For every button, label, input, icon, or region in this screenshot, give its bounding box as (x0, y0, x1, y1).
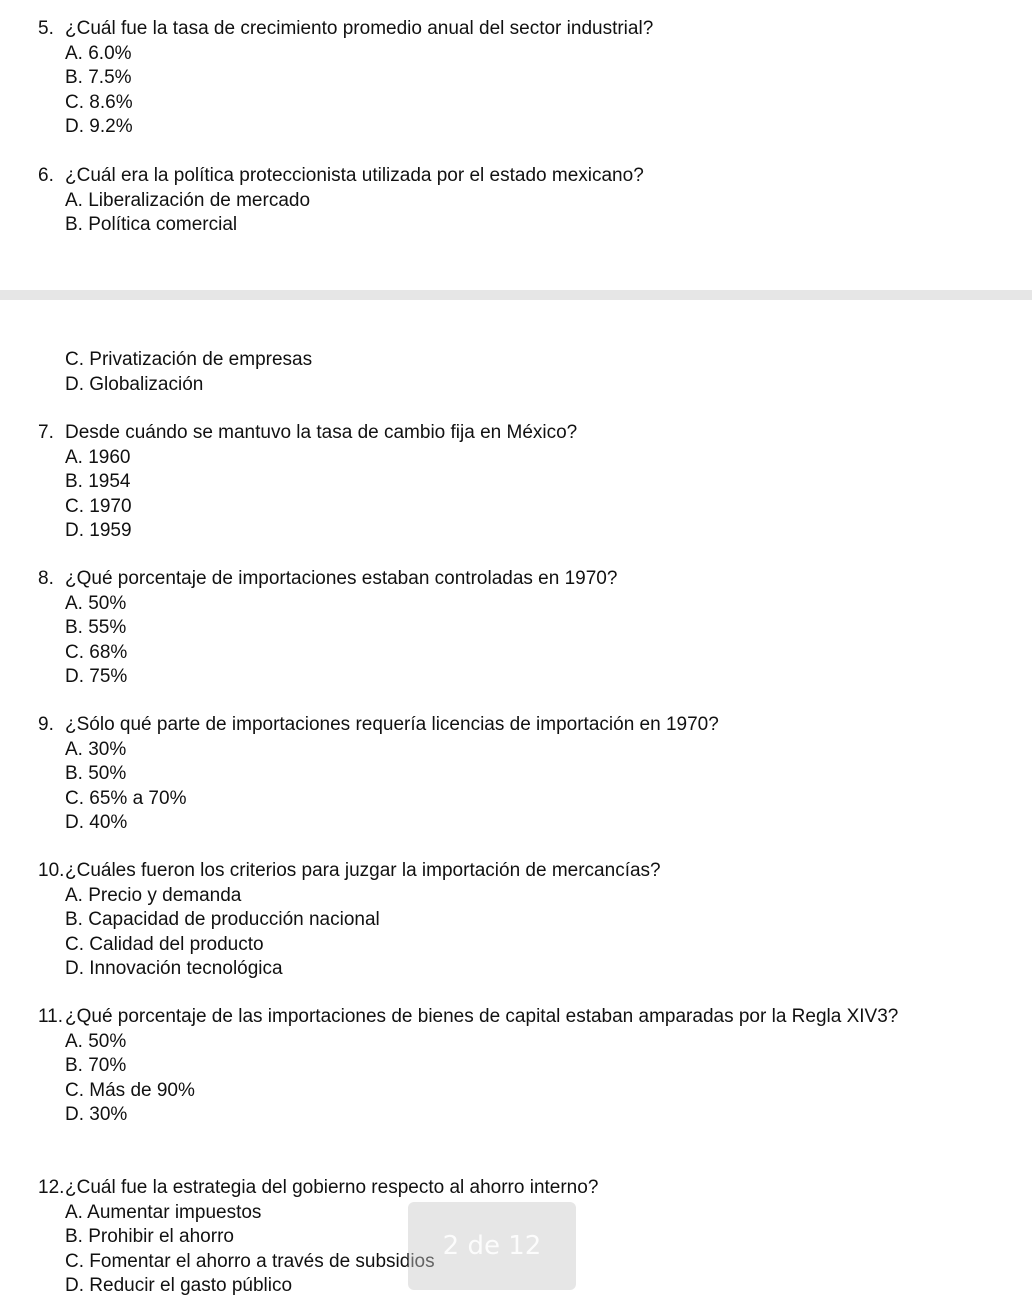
question-7 (38, 421, 968, 544)
answer-option: A. 6.0% (65, 42, 132, 64)
answer-option: A. Precio y demanda (65, 884, 242, 906)
question-text: ¿Cuál era la política proteccionista utilizada por el estado mexicano? (65, 165, 644, 186)
answer-option: D. 1959 (65, 520, 132, 541)
answer-option: A. 50% (65, 592, 127, 614)
answer-option: D. 75% (65, 666, 128, 687)
answer-option: C. Calidad del producto (65, 933, 264, 955)
answer-option: A. Liberalización de mercado (65, 189, 311, 211)
question-number: 9. (38, 714, 54, 735)
answer-option: B. Política comercial (65, 214, 238, 235)
question-text: Desde cuándo se mantuvo la tasa de cambio fija en México? (65, 422, 578, 443)
answer-option: D. 40% (65, 812, 128, 833)
question-8 (38, 567, 968, 690)
answer-option: A. 50% (65, 1030, 127, 1052)
answer-option: C. 1970 (65, 495, 132, 517)
question-text: ¿Cuál fue la estrategia del gobierno respecto al ahorro interno? (65, 1177, 599, 1198)
question-text: ¿Qué porcentaje de las importaciones de bienes de capital estaban amparadas por la Regla XIV3? (65, 1006, 899, 1027)
answer-option: D. Reducir el gasto público (65, 1275, 293, 1296)
answer-option: D. 9.2% (65, 116, 133, 137)
question-6 (38, 164, 968, 238)
question-text: ¿Qué porcentaje de importaciones estaban controladas en 1970? (65, 568, 618, 589)
question-number: 11. (38, 1006, 64, 1027)
answer-option: C. Fomentar el ahorro a través de subsidios (65, 1250, 435, 1272)
answer-option: D. Innovación tecnológica (65, 958, 283, 979)
answer-option: B. 70% (65, 1055, 127, 1076)
question-text: ¿Cuáles fueron los criterios para juzgar la importación de mercancías? (65, 860, 661, 881)
answer-option: B. 7.5% (65, 67, 132, 88)
page-divider (0, 290, 1032, 300)
question-number: 6. (38, 165, 54, 186)
answer-option: B. 50% (65, 763, 127, 784)
answer-option: C. 65% a 70% (65, 787, 187, 809)
question-9 (38, 713, 968, 836)
answer-option: D. Globalización (65, 373, 204, 395)
page-indicator-overlay: 2 de 12 (408, 1202, 576, 1290)
question-number: 5. (38, 18, 54, 39)
question-number: 10. (38, 860, 65, 881)
answer-option: C. 68% (65, 641, 128, 663)
question-5 (38, 17, 968, 140)
question-number: 8. (38, 568, 54, 589)
answer-option: B. Prohibir el ahorro (65, 1226, 234, 1247)
answer-option: A. 30% (65, 738, 127, 760)
answer-option: A. 1960 (65, 446, 131, 468)
answer-option: A. Aumentar impuestos (65, 1201, 262, 1223)
question-text: ¿Sólo qué parte de importaciones requería licencias de importación en 1970? (65, 714, 719, 735)
question-text: ¿Cuál fue la tasa de crecimiento promedio anual del sector industrial? (65, 18, 654, 39)
answer-option: B. Capacidad de producción nacional (65, 909, 380, 930)
answer-option: B. 1954 (65, 471, 131, 492)
answer-option: C. 8.6% (65, 91, 133, 113)
answer-option: C. Privatización de empresas (65, 349, 313, 370)
answer-option: C. Más de 90% (65, 1079, 195, 1101)
document-page-top (0, 0, 1032, 290)
document-page-bottom (0, 300, 1032, 1315)
question-number: 12. (38, 1177, 65, 1198)
question-11 (38, 1005, 968, 1128)
answer-option: D. 30% (65, 1104, 128, 1125)
question-6-continued (38, 348, 968, 397)
question-10 (38, 859, 968, 982)
question-number: 7. (38, 422, 54, 443)
answer-option: B. 55% (65, 617, 127, 638)
